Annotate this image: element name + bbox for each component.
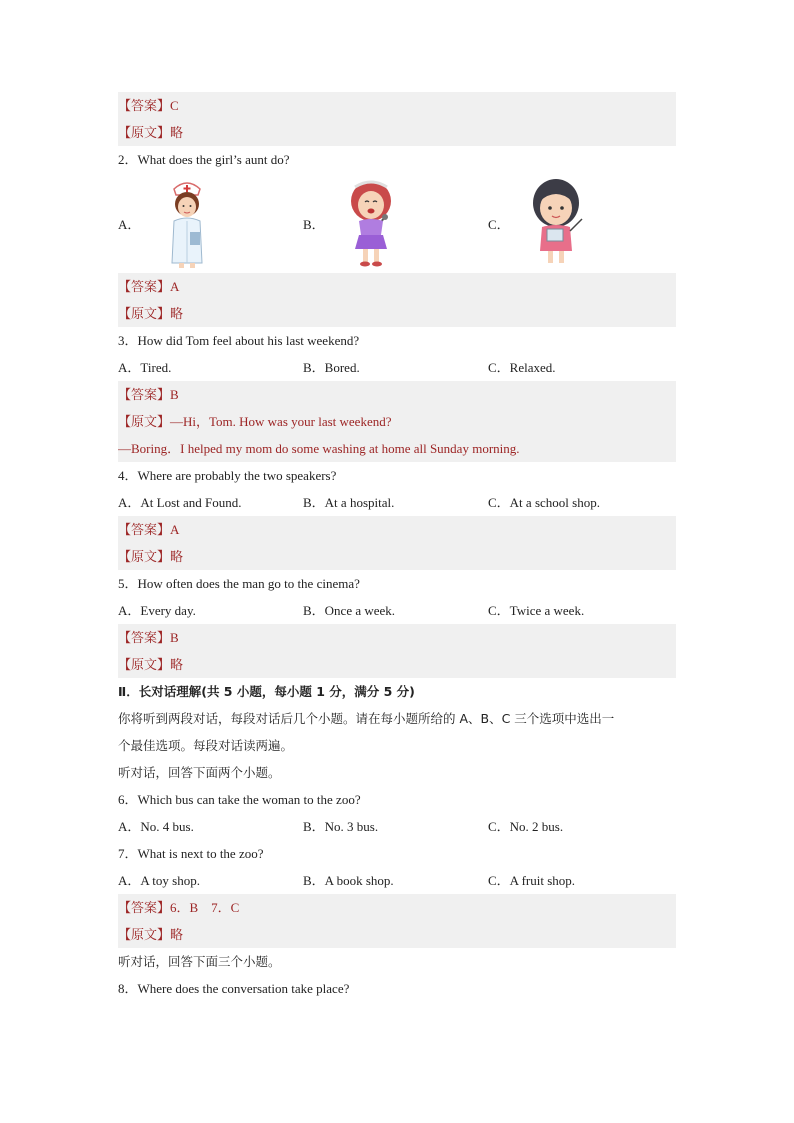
q5-question: 5．How often does the man go to the cinema? [118,576,360,591]
q2-picture-options [118,173,676,273]
section-instructions-line2: 个最佳选项。每段对话读两遍。 [118,738,294,753]
q7-options [118,867,676,894]
q6-q7-answer: 【答案】6．B 7．C [118,894,676,921]
q2-option-b[interactable] [303,177,488,269]
nurse-picture-icon [152,177,222,269]
singer-picture-icon [337,177,407,269]
q5-answer: 【答案】B [118,624,676,651]
q2-transcript: 【原文】略 [118,300,676,327]
q1-transcript: 【原文】略 [118,119,676,146]
q4-option-c[interactable]: C．At a school shop. [488,495,600,510]
q6-q7-transcript: 【原文】略 [118,921,676,948]
q6-option-b[interactable]: B．No. 3 bus. [303,819,379,834]
option-letter: B． [303,216,325,232]
teacher-picture-icon [522,177,592,269]
q4-option-a[interactable]: A．At Lost and Found. [118,495,242,510]
dialogue-group-1-intro: 听对话，回答下面两个小题。 [118,765,281,780]
section-instructions-line1: 你将听到两段对话，每段对话后几个小题。请在每小题所给的 A、B、C 三个选项中选出一 [118,711,615,726]
q3-option-a[interactable]: A．Tired. [118,360,172,375]
q4-option-b[interactable]: B．At a hospital. [303,495,395,510]
q6-option-a[interactable]: A．No. 4 bus. [118,819,194,834]
q2-question: 2．What does the girl’s aunt do? [118,152,290,167]
q4-question: 4．Where are probably the two speakers? [118,468,337,483]
q2-option-c[interactable] [488,177,673,269]
exam-page [118,92,676,1002]
q3-option-c[interactable]: C．Relaxed. [488,360,556,375]
q3-transcript-line1: 【原文】—Hi，Tom. How was your last weekend? [118,408,676,435]
q7-option-c[interactable]: C．A fruit shop. [488,873,576,888]
q5-transcript: 【原文】略 [118,651,676,678]
q4-options [118,489,676,516]
q5-option-b[interactable]: B．Once a week. [303,603,396,618]
q2-option-a[interactable] [118,177,303,269]
q3-option-b[interactable]: B．Bored. [303,360,360,375]
q2-answer: 【答案】A [118,273,676,300]
q4-transcript: 【原文】略 [118,543,676,570]
q1-answer: 【答案】C [118,92,676,119]
option-letter: A． [118,216,141,232]
q5-options [118,597,676,624]
q3-transcript-line2: —Boring．I helped my mom do some washing at home all Sunday morning. [118,435,676,462]
q4-answer: 【答案】A [118,516,676,543]
q3-question: 3．How did Tom feel about his last weekend? [118,333,360,348]
q8-question: 8．Where does the conversation take place? [118,981,350,996]
q6-question: 6．Which bus can take the woman to the zoo? [118,792,361,807]
q6-option-c[interactable]: C．No. 2 bus. [488,819,564,834]
q7-option-b[interactable]: B．A book shop. [303,873,394,888]
q5-option-a[interactable]: A．Every day. [118,603,196,618]
q7-option-a[interactable]: A．A toy shop. [118,873,200,888]
section-heading: Ⅱ．长对话理解(共 5 小题，每小题 1 分，满分 5 分) [118,684,415,699]
q3-answer: 【答案】B [118,381,676,408]
q3-options [118,354,676,381]
q6-options [118,813,676,840]
option-letter: C． [488,216,510,232]
q5-option-c[interactable]: C．Twice a week. [488,603,585,618]
q7-question: 7．What is next to the zoo? [118,846,264,861]
dialogue-group-2-intro: 听对话，回答下面三个小题。 [118,954,281,969]
